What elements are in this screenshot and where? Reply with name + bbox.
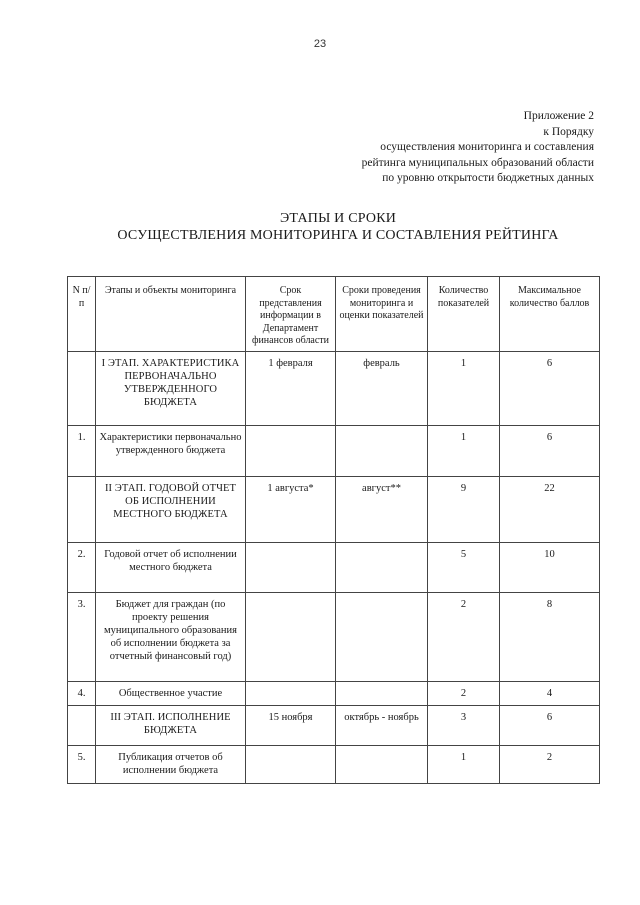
cell-monitor (336, 592, 428, 681)
cell-stage: III ЭТАП. ИСПОЛНЕНИЕ БЮДЖЕТА (96, 705, 246, 745)
cell-count: 1 (428, 745, 500, 783)
cell-stage: Годовой отчет об исполнении местного бюджета (96, 542, 246, 592)
header-monitor-term: Сроки проведения мониторинга и оценки показателей (336, 277, 428, 352)
cell-count: 1 (428, 351, 500, 425)
cell-monitor (336, 542, 428, 592)
cell-count: 2 (428, 681, 500, 705)
cell-max: 6 (500, 425, 600, 476)
appendix-note (362, 109, 594, 187)
cell-submit (246, 592, 336, 681)
cell-monitor (336, 425, 428, 476)
header-indicator-count: Количество показателей (428, 277, 500, 352)
cell-num: 2. (68, 542, 96, 592)
cell-count: 5 (428, 542, 500, 592)
header-max-score: Максимальное количество баллов (500, 277, 600, 352)
cell-count: 3 (428, 705, 500, 745)
table-row-stage (68, 476, 600, 542)
cell-submit: 1 августа* (246, 476, 336, 542)
header-submit-term: Срок представления информации в Департамент финансов области (246, 277, 336, 352)
cell-submit: 1 февраля (246, 351, 336, 425)
cell-num (68, 705, 96, 745)
appendix-line: по уровню открытости бюджетных данных (382, 172, 594, 184)
cell-max: 4 (500, 681, 600, 705)
table-header-row (68, 277, 600, 352)
cell-num (68, 351, 96, 425)
table-row (68, 745, 600, 783)
table-row (68, 681, 600, 705)
table-row-stage (68, 705, 600, 745)
cell-stage: Бюджет для граждан (по проекту решения муниципального образования об исполнении бюджета за отчетный финансовый год) (96, 592, 246, 681)
cell-submit: 15 ноября (246, 705, 336, 745)
cell-count: 1 (428, 425, 500, 476)
cell-monitor (336, 681, 428, 705)
table-row (68, 425, 600, 476)
cell-submit (246, 425, 336, 476)
cell-max: 6 (500, 351, 600, 425)
cell-max: 8 (500, 592, 600, 681)
appendix-line: Приложение 2 (523, 110, 594, 122)
cell-submit (246, 681, 336, 705)
appendix-line: рейтинга муниципальных образований области (361, 156, 594, 169)
appendix-line: осуществления мониторинга и составления (380, 141, 594, 153)
cell-count: 2 (428, 592, 500, 681)
title-line-2: ОСУЩЕСТВЛЕНИЯ МОНИТОРИНГА И СОСТАВЛЕНИЯ РЕЙТИНГА (117, 228, 559, 243)
cell-max: 22 (500, 476, 600, 542)
cell-stage: Общественное участие (96, 681, 246, 705)
table-row (68, 542, 600, 592)
cell-monitor: октябрь - ноябрь (336, 705, 428, 745)
table-row-stage (68, 351, 600, 425)
cell-stage: Публикация отчетов об исполнении бюджета (96, 745, 246, 783)
cell-num: 4. (68, 681, 96, 705)
appendix-line: к Порядку (543, 125, 594, 138)
cell-submit (246, 542, 336, 592)
cell-num: 3. (68, 592, 96, 681)
cell-num (68, 476, 96, 542)
cell-max: 6 (500, 705, 600, 745)
cell-monitor: февраль (336, 351, 428, 425)
title-line-1: ЭТАПЫ И СРОКИ (279, 211, 397, 226)
cell-monitor (336, 745, 428, 783)
cell-submit (246, 745, 336, 783)
cell-stage: II ЭТАП. ГОДОВОЙ ОТЧЕТ ОБ ИСПОЛНЕНИИ МЕСТНОГО БЮДЖЕТА (96, 476, 246, 542)
cell-monitor: август** (336, 476, 428, 542)
cell-num: 1. (68, 425, 96, 476)
cell-max: 10 (500, 542, 600, 592)
cell-stage: I ЭТАП. ХАРАКТЕРИСТИКА ПЕРВОНАЧАЛЬНО УТВЕРЖДЕННОГО БЮДЖЕТА (96, 351, 246, 425)
page-number: 23 (313, 38, 327, 50)
header-stage: Этапы и объекты мониторинга (96, 277, 246, 352)
cell-num: 5. (68, 745, 96, 783)
cell-max: 2 (500, 745, 600, 783)
stages-table (67, 276, 600, 784)
cell-stage: Характеристики первоначально утвержденного бюджета (96, 425, 246, 476)
document-title (60, 210, 616, 244)
table-row (68, 592, 600, 681)
cell-count: 9 (428, 476, 500, 542)
header-num: N п/п (68, 277, 96, 352)
